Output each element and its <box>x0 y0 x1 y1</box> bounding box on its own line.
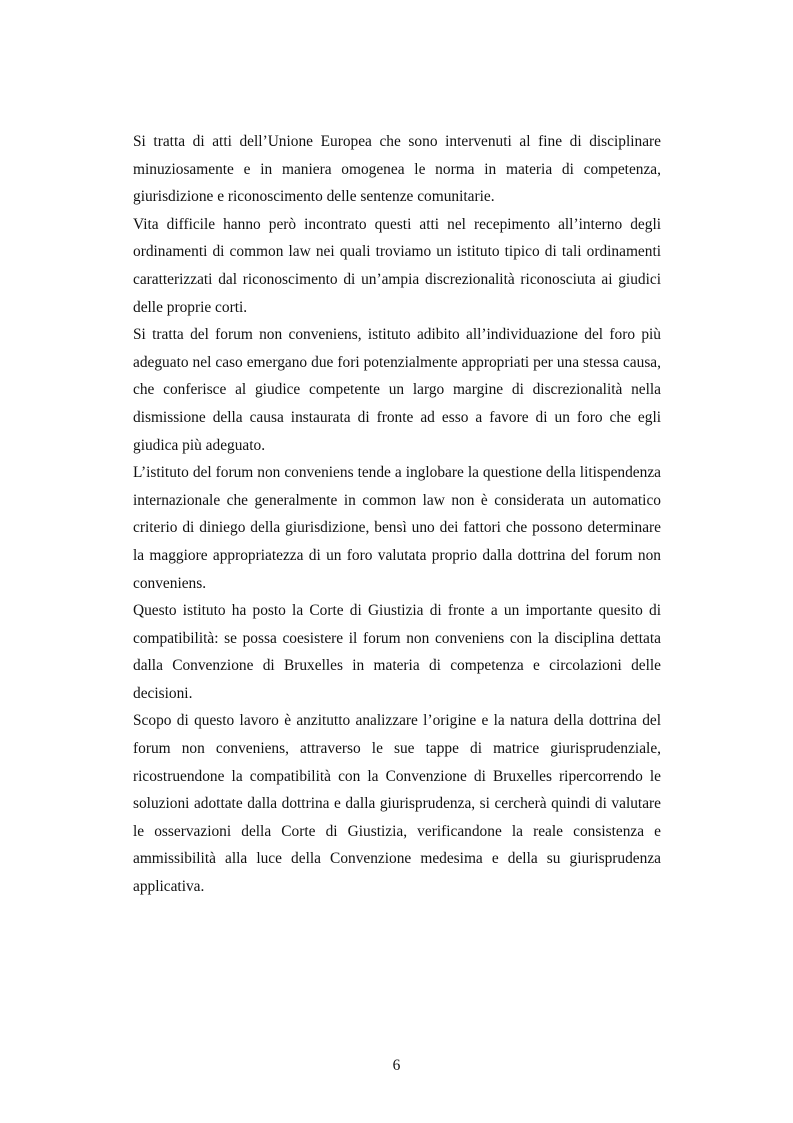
document-body <box>133 128 661 901</box>
paragraph-1: Si tratta di atti dell’Unione Europea che sono intervenuti al fine di disciplinare minuziosamente e in maniera omogenea le norma in materia di competenza, giurisdizione e riconoscimento delle sentenze comunitarie. <box>133 133 661 206</box>
page-number: 6 <box>392 1057 401 1074</box>
paragraph-2: Vita difficile hanno però incontrato questi atti nel recepimento all’interno degli ordinamenti di common law nei quali troviamo un istituto tipico di tali ordinamenti caratterizzati dal riconoscimento di un’ampia discrezionalità riconosciuta ai giudici delle proprie corti. <box>133 215 661 316</box>
paragraph-5: Questo istituto ha posto la Corte di Giustizia di fronte a un importante quesito di compatibilità: se possa coesistere il forum non conveniens con la disciplina dettata dalla Convenzione di Bruxelles in materia di competenza e circolazioni delle decisioni. <box>133 602 661 702</box>
paragraph-4: L’istituto del forum non conveniens tende a inglobare la questione della litispendenza internazionale che generalmente in common law non è considerata un automatico criterio di diniego della giurisdizione, bensì uno dei fattori che possono determinare la maggiore appropriatezza di un foro valutata proprio dalla dottrina del forum non conveniens. <box>133 464 661 592</box>
paragraph-3: Si tratta del forum non conveniens, istituto adibito all’individuazione del foro più adeguato nel caso emergano due fori potenzialmente appropriati per una stessa causa, che conferisce al giudice competente un largo margine di discrezionalità nella dismissione della causa instaurata di fronte ad esso a favore di un foro che egli giudica più adeguato. <box>133 326 661 454</box>
paragraph-6: Scopo di questo lavoro è anzitutto analizzare l’origine e la natura della dottrina del forum non conveniens, attraverso le sue tappe di matrice giurisprudenziale, ricostruendone la compatibilità con la Convenzione di Bruxelles ripercorrendo le soluzioni adottate dalla dottrina e dalla giurisprudenza, si cercherà quindi di valutare le osservazioni della Corte di Giustizia, verificandone la reale consistenza e ammissibilità alla luce della Convenzione medesima e della su giurisprudenza applicativa. <box>133 712 661 896</box>
